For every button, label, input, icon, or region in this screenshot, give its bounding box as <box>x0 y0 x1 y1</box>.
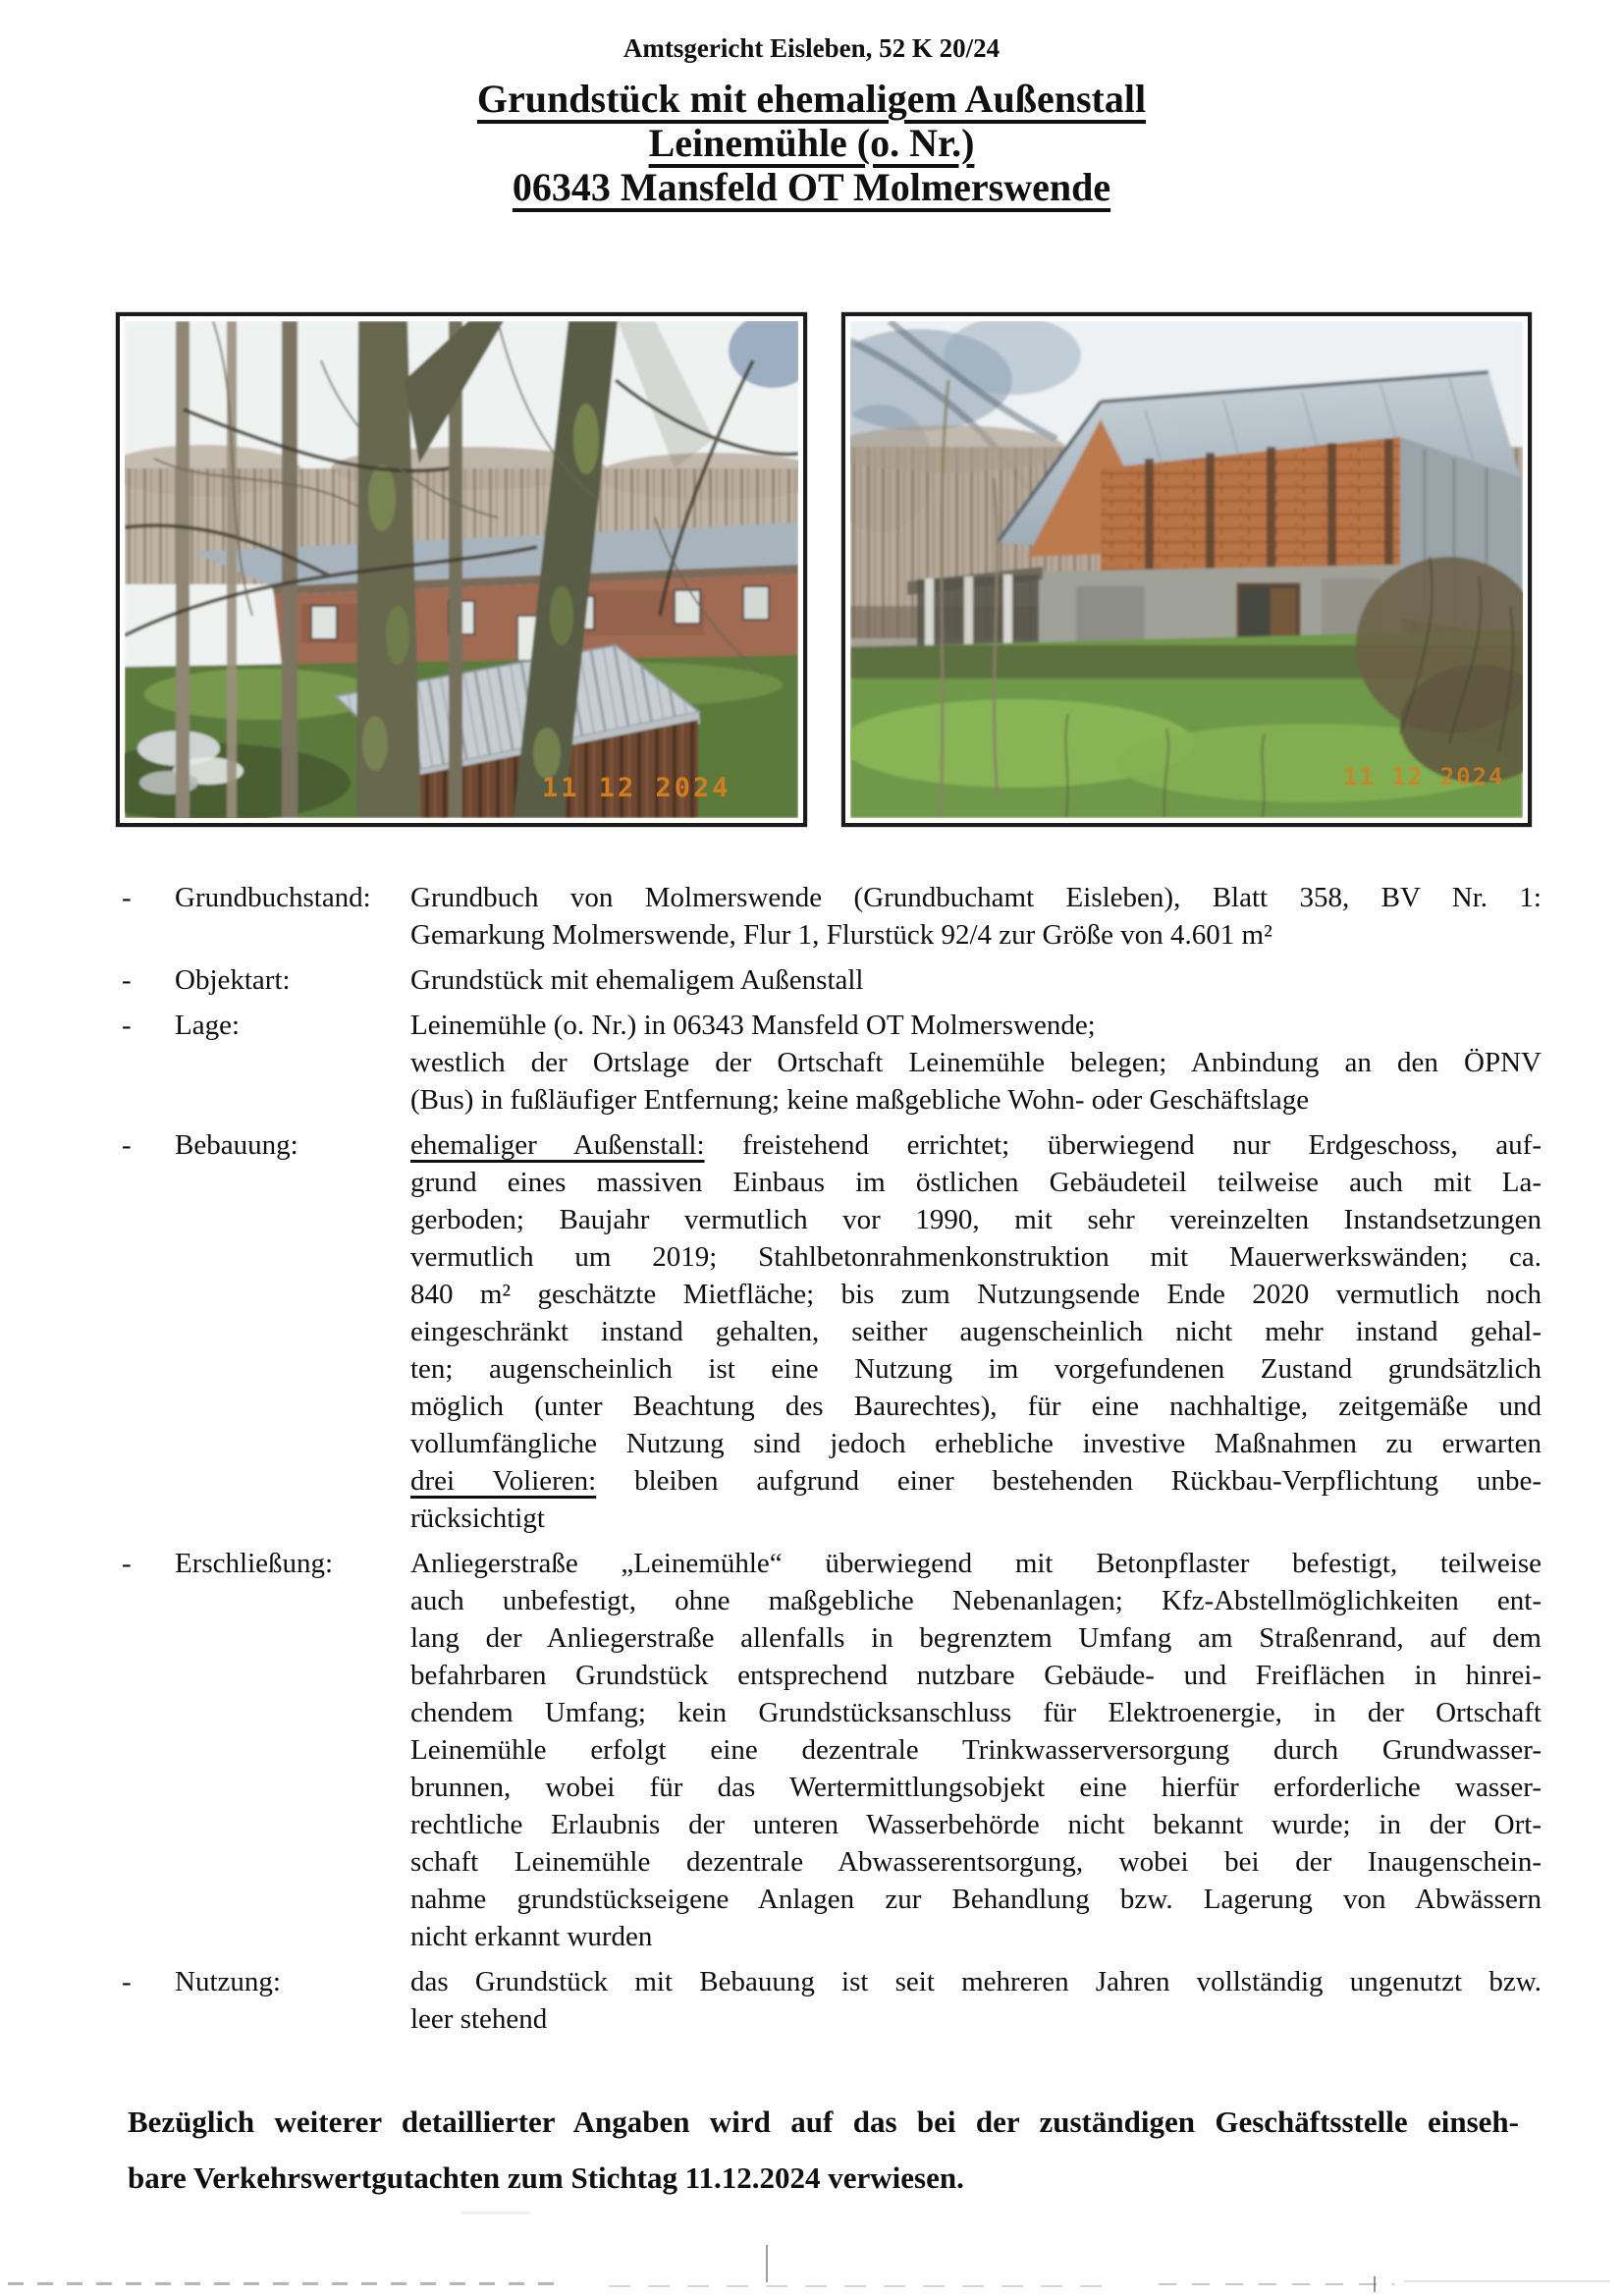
site-photo-left-frame <box>116 312 807 827</box>
title-line-city: 06343 Mansfeld OT Molmerswende <box>512 165 1111 209</box>
footer-note <box>128 2094 1519 2206</box>
text-line: brunnen, wobei für das Wertermittlungsobjekt eine hierfür erforderliche wasser- <box>410 1772 1542 1803</box>
title-line-object: Grundstück mit ehemaligem Außenstall <box>476 77 1147 121</box>
text-line: rücksichtigt <box>410 1503 545 1534</box>
text-line: nahme grundstückseigene Anlagen zur Behandlung bzw. Lagerung von Abwässern <box>410 1884 1542 1915</box>
text-line: auch unbefestigt, ohne maßgebliche Nebenanlagen; Kfz-Abstellmöglichkeiten ent- <box>410 1585 1542 1616</box>
row-label: Lage: <box>175 1010 241 1041</box>
property-row <box>0 961 1623 999</box>
bullet-dash: - <box>122 1129 132 1161</box>
text-line: das Grundstück mit Bebauung ist seit mehreren Jahren vollständig ungenutzt bzw. <box>410 1966 1542 1997</box>
text-line: ehemaliger Außenstall: freistehend errichtet; überwiegend nur Erdgeschoss, auf- <box>410 1129 1542 1161</box>
site-photo-left-image <box>125 321 798 818</box>
row-label: Objektart: <box>175 964 291 996</box>
row-label: Bebauung: <box>175 1129 298 1161</box>
property-row <box>0 1007 1623 1119</box>
underlined-phrase: ehemaliger Außenstall: <box>410 1129 705 1161</box>
scan-artifact-tick <box>1374 2276 1376 2292</box>
document-title-block <box>0 77 1623 209</box>
property-row <box>0 879 1623 954</box>
text-line: Leinemühle erfolgt eine dezentrale Trinkwasserversorgung durch Grundwasser- <box>410 1734 1542 1766</box>
row-content <box>410 1007 1542 1119</box>
row-label: Nutzung: <box>175 1966 281 1997</box>
text-line: ten; augenscheinlich ist eine Nutzung im vorgefundenen Zustand grundsätzlich <box>410 1353 1542 1385</box>
text-line: leer stehend <box>410 2003 548 2035</box>
scan-artifact-line <box>1404 2280 1610 2282</box>
row-content <box>410 1963 1542 2038</box>
text-line: vollumfängliche Nutzung sind jedoch erhebliche investive Maßnahmen zu erwarten <box>410 1428 1542 1459</box>
date-stamp-right: 11 12 2024 <box>1343 763 1505 791</box>
bullet-dash: - <box>122 1966 132 1997</box>
scan-artifact-line <box>8 2282 558 2285</box>
footer-line: bare Verkehrswertgutachten zum Stichtag 11.12.2024 verwiesen. <box>128 2160 964 2195</box>
site-photo-right-image <box>850 321 1523 818</box>
underlined-phrase: drei Volieren: <box>410 1465 597 1497</box>
bullet-dash: - <box>122 964 132 996</box>
photo-row <box>116 312 1532 827</box>
bullet-dash: - <box>122 882 132 913</box>
row-label: Grundbuchstand: <box>175 882 371 913</box>
row-label: Erschließung: <box>175 1548 334 1579</box>
bullet-dash: - <box>122 1010 132 1041</box>
title-line-street: Leinemühle (o. Nr.) <box>648 121 975 165</box>
text-line: rechtliche Erlaubnis der unteren Wasserbehörde nicht bekannt wurde; in der Ort- <box>410 1809 1542 1840</box>
scan-artifact-line <box>609 2285 1119 2287</box>
text-line: 840 m² geschätzte Mietfläche; bis zum Nutzungsende Ende 2020 vermutlich noch <box>410 1279 1542 1310</box>
text-line: vermutlich um 2019; Stahlbetonrahmenkonstruktion mit Mauerwerkswänden; ca. <box>410 1241 1542 1273</box>
text-line: schaft Leinemühle dezentrale Abwasserentsorgung, wobei bei der Inaugenschein- <box>410 1846 1542 1878</box>
text-line: grund eines massiven Einbaus im östlichen Gebäudeteil teilweise auch mit La- <box>410 1167 1542 1198</box>
court-reference: Amtsgericht Eisleben, 52 K 20/24 <box>622 33 1001 63</box>
text-line: nicht erkannt wurden <box>410 1921 653 1952</box>
text-line: Gemarkung Molmerswende, Flur 1, Flurstück 92/4 zur Größe von 4.601 m² <box>410 919 1272 951</box>
text-line: eingeschränkt instand gehalten, seither augenscheinlich nicht mehr instand gehal- <box>410 1316 1542 1347</box>
scan-artifact-tick <box>766 2245 768 2282</box>
site-photo-right-frame <box>841 312 1532 827</box>
row-content <box>410 1545 1542 1955</box>
text-line: möglich (unter Beachtung des Baurechtes), für eine nachhaltige, zeitgemäße und <box>410 1391 1542 1422</box>
row-content <box>410 1126 1542 1537</box>
property-row <box>0 1963 1623 2038</box>
text-line: Grundbuch von Molmerswende (Grundbuchamt Eisleben), Blatt 358, BV Nr. 1: <box>410 882 1542 913</box>
scan-artifact-smudge <box>461 2212 530 2214</box>
text-line: gerboden; Baujahr vermutlich vor 1990, mit sehr vereinzelten Instandsetzungen <box>410 1204 1542 1235</box>
property-description-list <box>0 879 1623 2046</box>
scan-artifact-line <box>1159 2283 1394 2285</box>
footer-line: Bezüglich weiterer detaillierter Angaben wird auf das bei der zuständigen Geschäftsstelle einseh- <box>128 2105 1519 2139</box>
text-line: lang der Anliegerstraße allenfalls in begrenztem Umfang am Straßenrand, auf dem <box>410 1622 1542 1654</box>
text-line: befahrbaren Grundstück entsprechend nutzbare Gebäude- und Freiflächen in hinrei- <box>410 1660 1542 1691</box>
text-line: chendem Umfang; kein Grundstücksanschluss für Elektroenergie, in der Ortschaft <box>410 1697 1542 1728</box>
property-row <box>0 1545 1623 1955</box>
bullet-dash: - <box>122 1548 132 1579</box>
row-content <box>410 961 1542 999</box>
row-content <box>410 879 1542 954</box>
date-stamp-left: 11 12 2024 <box>542 773 731 803</box>
text-line: (Bus) in fußläufiger Entfernung; keine maßgebliche Wohn- oder Geschäftslage <box>410 1084 1310 1116</box>
property-row <box>0 1126 1623 1537</box>
text-line: Leinemühle (o. Nr.) in 06343 Mansfeld OT Molmerswende; <box>410 1010 1096 1041</box>
text-line: westlich der Ortslage der Ortschaft Leinemühle belegen; Anbindung an den ÖPNV <box>410 1047 1542 1078</box>
text-line: Anliegerstraße „Leinemühle“ überwiegend mit Betonpflaster befestigt, teilweise <box>410 1548 1542 1579</box>
text-line: Grundstück mit ehemaligem Außenstall <box>410 964 864 996</box>
text-line: drei Volieren: bleiben aufgrund einer bestehenden Rückbau-Verpflichtung unbe- <box>410 1465 1542 1497</box>
